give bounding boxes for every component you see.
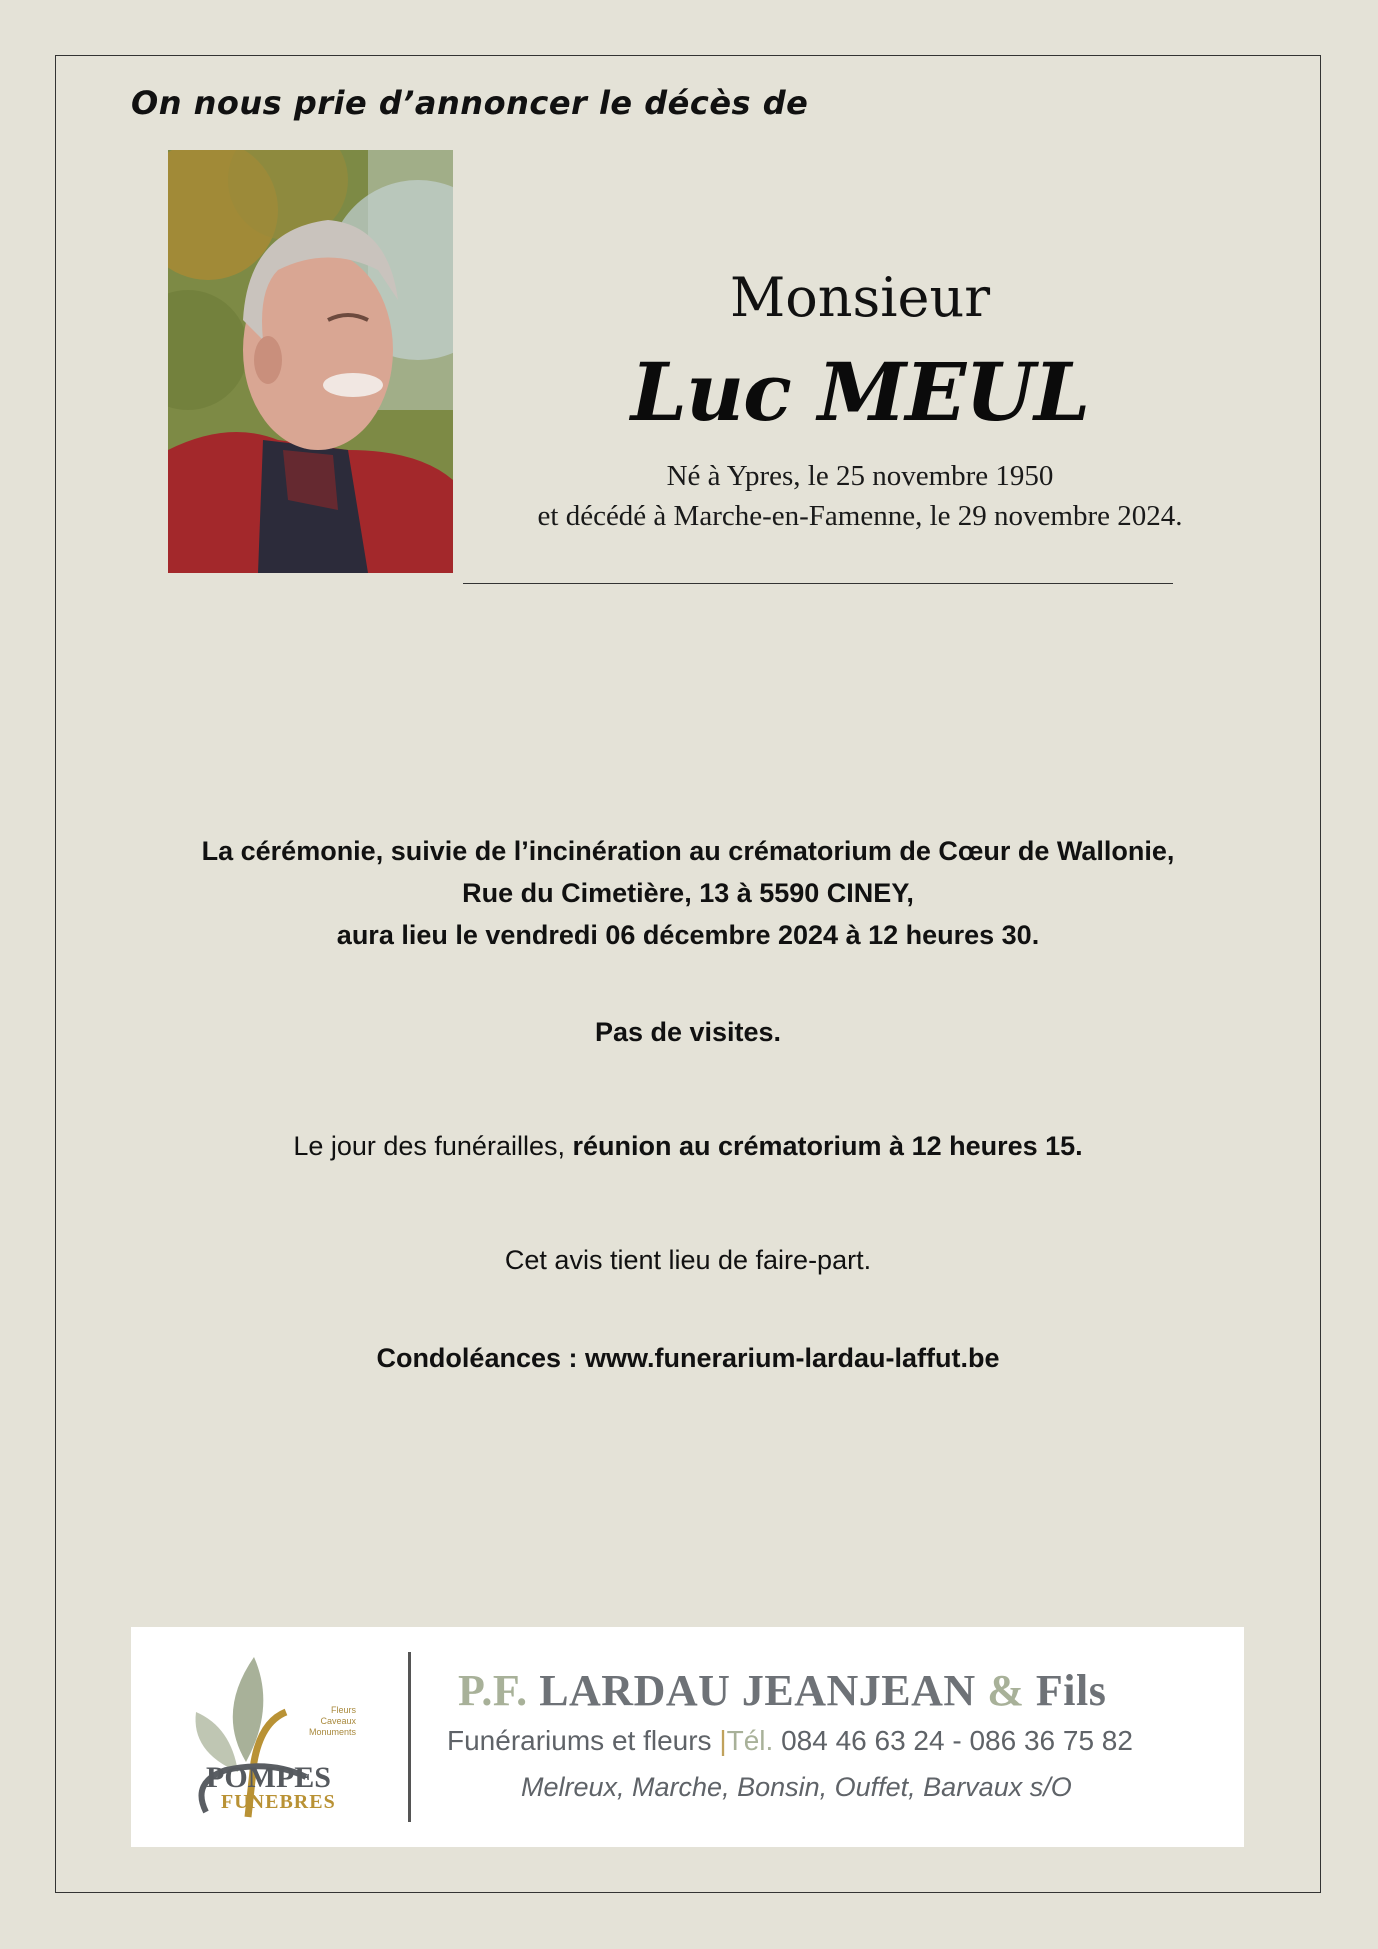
reunion-info [55, 1131, 1321, 1162]
logo-brand-pompes: POMPES [206, 1761, 331, 1794]
company-suffix: Fils [1035, 1666, 1107, 1715]
reunion-prefix: Le jour des funérailles, [293, 1131, 573, 1161]
death-info: et décédé à Marche-en-Famenne, le 29 novembre 2024. [537, 500, 1183, 532]
reunion-details: réunion au crématorium à 12 heures 15. [572, 1131, 1083, 1161]
tel-label: Tél. [726, 1725, 774, 1756]
birth-info: Né à Ypres, le 25 novembre 1950 [666, 460, 1054, 492]
company-name [458, 1665, 1106, 1716]
funeral-home-banner [131, 1627, 1244, 1847]
logo-word: Caveaux [320, 1716, 357, 1726]
banner-separator [408, 1652, 411, 1822]
company-locations: Melreux, Marche, Bonsin, Ouffet, Barvaux s/O [521, 1772, 1072, 1802]
condolences-link[interactable]: Condoléances : www.funerarium-lardau-laffut.be [376, 1343, 1000, 1373]
logo-word: Fleurs [331, 1705, 357, 1715]
deceased-name: Luc MEUL [630, 345, 1090, 439]
faire-part-notice: Cet avis tient lieu de faire-part. [504, 1245, 872, 1275]
company-contact [447, 1725, 1133, 1757]
logo-brand-funebres: FUNEBRES [221, 1791, 336, 1813]
company-main: LARDAU JEANJEAN [539, 1666, 976, 1715]
logo-services [309, 1705, 356, 1738]
divider-line [463, 583, 1173, 584]
company-prefix: P.F. [458, 1666, 528, 1715]
company-phones: 084 46 63 24 - 086 36 75 82 [781, 1725, 1133, 1756]
ceremony-line-2: Rue du Cimetière, 13 à 5590 CINEY, [462, 878, 914, 908]
ceremony-line-3: aura lieu le vendredi 06 décembre 2024 à 12 heures 30. [336, 920, 1040, 950]
portrait-photo [168, 150, 453, 573]
company-services: Funérariums et fleurs [447, 1725, 712, 1756]
logo-word: Monuments [309, 1727, 357, 1737]
ceremony-line-1: La cérémonie, suivie de l’incinération au crématorium de Cœur de Wallonie, [201, 836, 1175, 866]
visits-notice: Pas de visites. [594, 1017, 782, 1047]
intro-text: On nous prie d’annoncer le décès de [131, 84, 809, 122]
civility: Monsieur [729, 266, 991, 329]
company-amp: & [987, 1666, 1025, 1715]
ceremony-info [55, 830, 1321, 956]
contact-separator: | [719, 1725, 727, 1756]
